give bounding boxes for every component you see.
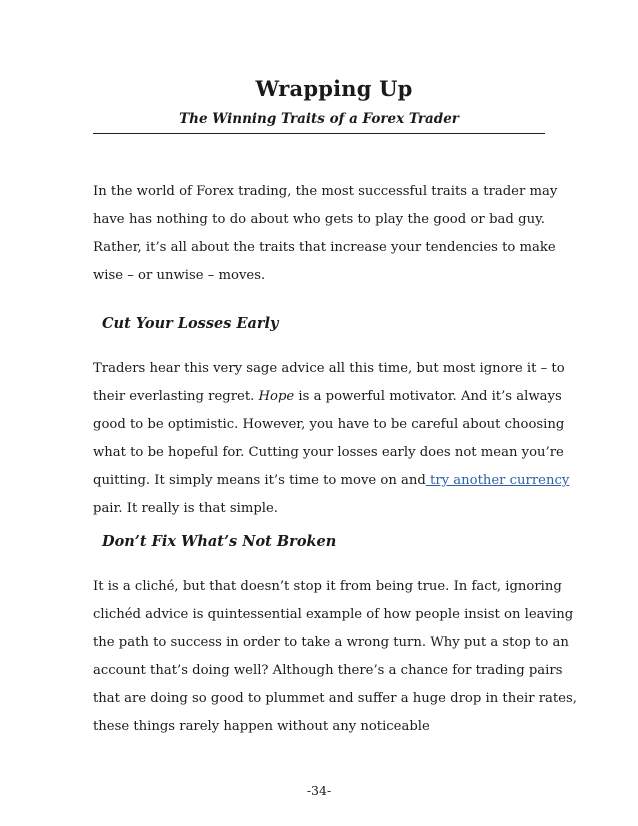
section-heading-dont-fix: Don’t Fix What’s Not Broken	[102, 533, 337, 550]
section-heading-cut-losses: Cut Your Losses Early	[102, 315, 279, 332]
paragraph-line: Rather, it’s all about the traits that increase your tendencies to make	[93, 240, 556, 255]
text-segment: quitting. It simply means it’s time to move on and	[93, 473, 426, 488]
paragraph-line: account that’s doing well? Although there’s a chance for trading pairs	[93, 663, 563, 678]
paragraph-line: wise – or unwise – moves.	[93, 268, 266, 283]
paragraph-line	[93, 467, 570, 495]
cut-losses-paragraph	[93, 355, 570, 523]
paragraph-line: these things rarely happen without any noticeable	[93, 719, 430, 734]
paragraph-line: that are doing so good to plummet and suffer a huge drop in their rates,	[93, 691, 577, 706]
paragraph-line: good to be optimistic. However, you have to be careful about choosing	[93, 417, 565, 432]
page-title: Wrapping Up	[255, 76, 413, 101]
title-divider	[93, 133, 545, 134]
try-another-currency-link[interactable]: try another currency	[425, 473, 570, 488]
paragraph-line: what to be hopeful for. Cutting your losses early does not mean you’re	[93, 445, 564, 460]
paragraph-line: It is a cliché, but that doesn’t stop it from being true. In fact, ignoring	[93, 579, 562, 594]
paragraph-line: Traders hear this very sage advice all this time, but most ignore it – to	[93, 361, 565, 376]
dont-fix-paragraph	[93, 573, 577, 741]
paragraph-line: In the world of Forex trading, the most successful traits a trader may	[93, 184, 558, 199]
page-number: -34-	[306, 783, 332, 798]
emphasis-hope: Hope	[258, 389, 295, 404]
intro-paragraph	[93, 178, 558, 290]
paragraph-line	[93, 383, 562, 411]
paragraph-line: the path to success in order to take a wrong turn. Why put a stop to an	[93, 635, 569, 650]
page-subtitle: The Winning Traits of a Forex Trader	[179, 111, 459, 127]
text-segment: is a powerful motivator. And it’s always	[294, 389, 562, 404]
paragraph-line: have has nothing to do about who gets to play the good or bad guy.	[93, 212, 545, 227]
paragraph-line: pair. It really is that simple.	[93, 501, 278, 516]
text-segment: their everlasting regret.	[93, 389, 259, 404]
paragraph-line: clichéd advice is quintessential example of how people insist on leaving	[93, 607, 574, 622]
